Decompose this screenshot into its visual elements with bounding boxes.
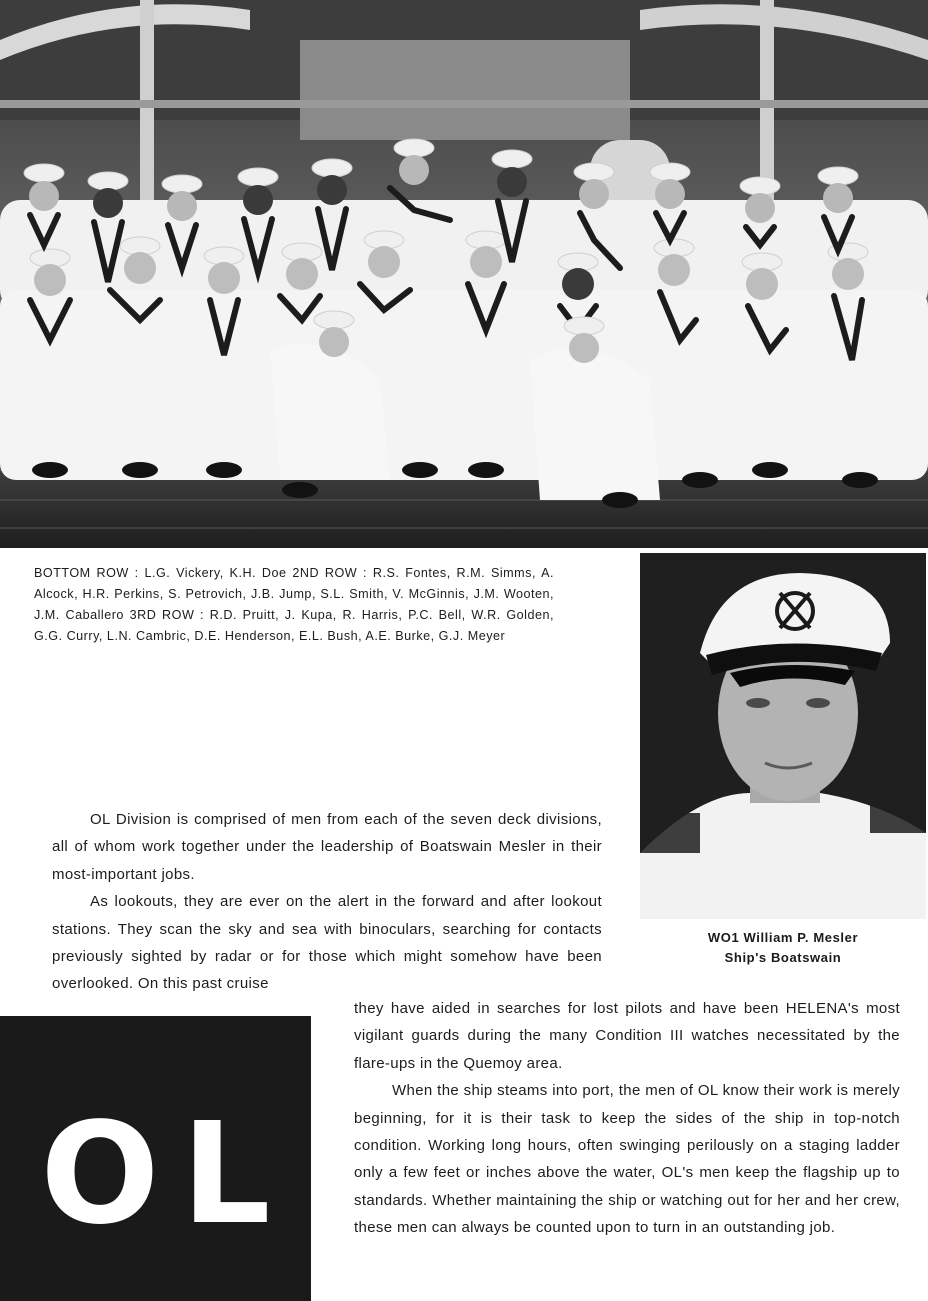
article-paragraph: OL Division is comprised of men from each of the seven deck divisions, all of whom work together under the leadership of Boatswain Mesler in their most-important jobs. xyxy=(52,811,602,883)
photo-caption: BOTTOM ROW : L.G. Vickery, K.H. Doe 2ND ROW : R.S. Fontes, R.M. Simms, A. Alcock, H.R. Perkins, S. Petrovich, J.B. Jump, S.L. Smith, V. McGinnis, J.M. Wooten, J.M. Caballero 3RD ROW : R.D. Pruitt, J. Kupa, R. Harris, P.C. Bell, W.R. Golden, G.G. Curry, L.N. Cambric, D.E. Henderson, E.L. Bush, A.E. Burke, G.J. Meyer xyxy=(34,566,554,643)
group-photo xyxy=(0,0,928,548)
article-column-1 xyxy=(52,806,602,998)
article-paragraph: they have aided in searches for lost pilots and have been HELENA's most vigilant guards during the many Condition III watches necessitated by the flare-ups in the Quemoy area. xyxy=(354,1000,900,1072)
division-label: OL xyxy=(40,1093,293,1256)
portrait-photo xyxy=(640,553,926,919)
portrait-illustration xyxy=(640,553,926,919)
article-paragraph: When the ship steams into port, the men of OL know their work is merely beginning, for it is their task to keep the sides of the ship in top-notch condition. Working long hours, often swinging perilously on a staging ladder only a few feet or inches above the water, OL's men keep the flagship up to standards. Whether maintaining the ship or watching out for her and her crew, these men can always be counted upon to turn in an outstanding job. xyxy=(354,1082,900,1237)
group-photo-illustration xyxy=(0,0,928,548)
portrait-caption xyxy=(640,928,926,968)
article-column-2 xyxy=(354,995,900,1242)
article-paragraph: As lookouts, they are ever on the alert in the forward and after lookout stations. They scan the sky and sea with binoculars, searching for contacts previously sighted by radar or for those which might somehow have been overlooked. On this past cruise xyxy=(52,893,602,993)
portrait-title: Ship's Boatswain xyxy=(724,950,842,965)
portrait-name: WO1 William P. Mesler xyxy=(707,930,859,945)
